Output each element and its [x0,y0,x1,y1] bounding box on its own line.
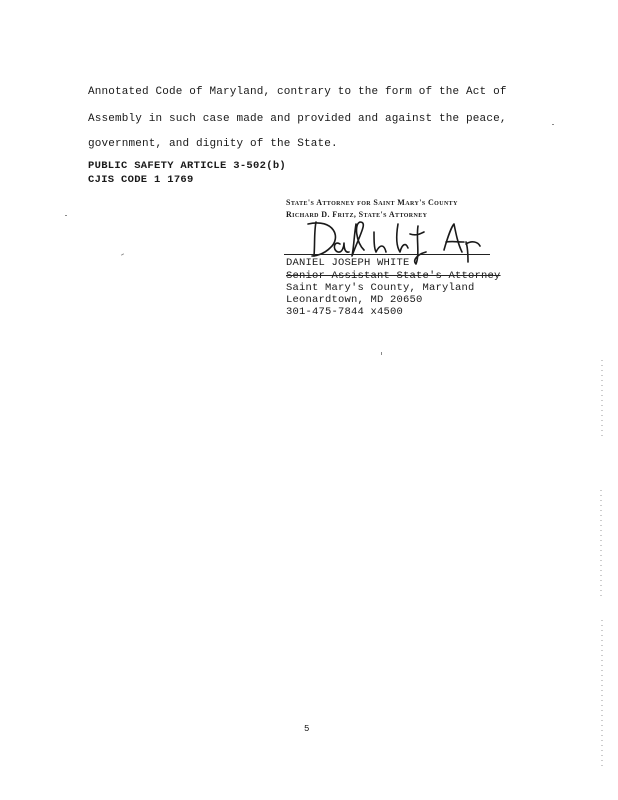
phone-line: 301-475-7844 x4500 [286,306,404,318]
cjis-code: CJIS CODE 1 1769 [88,174,194,186]
signature-line [284,254,490,255]
page-number: 5 [304,724,310,734]
attorney-title: Senior Assistant State's Attorney [286,270,501,282]
statute-citation: PUBLIC SAFETY ARTICLE 3-502(b) [88,160,287,172]
body-text-line-1: Annotated Code of Maryland, contrary to the form of the Act of [88,86,507,98]
body-text-line-2: Assembly in such case made and provided and against the peace, [88,113,507,125]
attorney-heading: Richard D. Fritz, State's Attorney [286,210,428,219]
office-heading: State's Attorney for Saint Mary's County [286,198,458,207]
attorney-name: DANIEL JOSEPH WHITE [286,257,410,269]
city-line: Leonardtown, MD 20650 [286,294,423,306]
scan-speck [121,253,124,255]
scan-speck [381,352,382,355]
county-line: Saint Mary's County, Maryland [286,282,475,294]
scan-speck [552,124,554,125]
scan-edge-marks [598,360,606,770]
body-text-line-3: government, and dignity of the State. [88,138,338,150]
scan-speck [65,215,67,216]
